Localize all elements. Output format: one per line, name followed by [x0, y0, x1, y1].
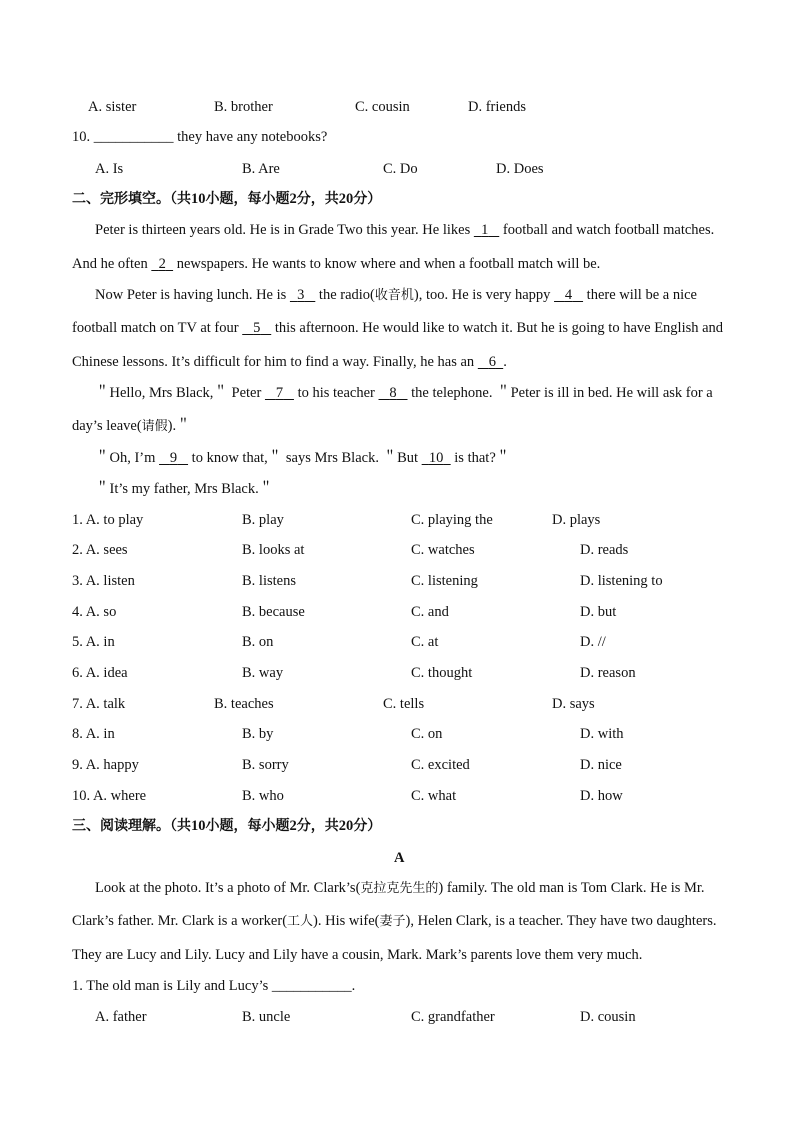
- q10-number: 10.: [72, 129, 91, 145]
- section2-end: 分）: [353, 191, 382, 207]
- cloze-blank-3: 3: [297, 287, 305, 303]
- cloze-q3-option-d: D. listening to: [580, 573, 663, 589]
- q10-question: [72, 128, 327, 146]
- section3-points: 2: [289, 818, 297, 834]
- cloze-blank-6: 6: [488, 354, 496, 370]
- section2-count: 10: [191, 191, 206, 207]
- cloze-line-1: [95, 221, 714, 239]
- cloze-blank-2: 2: [158, 256, 166, 272]
- passage-text: ), Helen Clark, is a teacher. They have two daughters.: [405, 913, 717, 929]
- q10-blank: ___________: [93, 129, 174, 145]
- cloze-text: day’s leave(: [72, 418, 142, 434]
- cloze-q8-option-b: B. by: [242, 726, 274, 742]
- cloze-text: to his teacher: [297, 385, 375, 401]
- cloze-q3-option-c: C. listening: [411, 573, 478, 589]
- section2-title: 二、完形填空。（共: [72, 191, 191, 207]
- passage-label: A: [394, 850, 405, 866]
- cloze-text: newspapers. He wants to know where and when a football match will be.: [176, 256, 601, 272]
- section3-count: 10: [191, 818, 206, 834]
- reading-q1-option-d: D. cousin: [580, 1009, 636, 1025]
- passage-line-1: [95, 879, 705, 898]
- cloze-q5-option-b: B. on: [242, 634, 274, 650]
- section3-heading: [72, 817, 381, 835]
- cloze-q10-option-a: 10. A. where: [72, 788, 147, 804]
- section3-total-label: 分，共: [296, 818, 339, 834]
- cloze-q7-option-b: B. teaches: [214, 696, 274, 712]
- section2-heading: [72, 190, 381, 208]
- cloze-blank-4: 4: [564, 287, 573, 303]
- cloze-q1-option-a: 1. A. to play: [72, 512, 144, 528]
- passage-line-2: [72, 912, 717, 931]
- cloze-text: football match on TV at four: [72, 320, 239, 336]
- section3-end: 分）: [353, 818, 382, 834]
- section2-per-label: 小题，每小题: [205, 191, 290, 207]
- q10-option-b: B. Are: [242, 161, 280, 177]
- cloze-q5-option-c: C. at: [411, 634, 439, 650]
- cloze-blank-9: 9: [169, 450, 178, 466]
- cloze-q1-option-b: B. play: [242, 512, 284, 528]
- cloze-blank-7: 7: [275, 385, 284, 401]
- q9-option-c: C. cousin: [355, 99, 410, 115]
- cloze-q4-option-b: B. because: [242, 604, 305, 620]
- passage-gloss: 克拉克先生的: [360, 881, 439, 896]
- cloze-line-6: [95, 384, 713, 402]
- cloze-q2-option-d: D. reads: [580, 542, 629, 558]
- cloze-gloss: 收音机: [374, 288, 414, 303]
- passage-text: Clark’s father. Mr. Clark is a worker(: [72, 913, 288, 929]
- cloze-q9-option-a: 9. A. happy: [72, 757, 139, 773]
- cloze-gloss: 请假: [141, 419, 168, 434]
- cloze-blank-1: 1: [481, 222, 489, 238]
- cloze-text: ＂Oh, I’m: [95, 450, 156, 466]
- cloze-text: to know that,＂ says Mrs Black. ＂But: [191, 450, 419, 466]
- q9-option-a: A. sister: [88, 99, 137, 115]
- passage-text: ). His wife(: [313, 913, 380, 929]
- reading-q1-text: 1. The old man is Lily and Lucy’s ___________.: [72, 978, 356, 994]
- cloze-q9-option-b: B. sorry: [242, 757, 289, 773]
- cloze-q1-option-c: C. playing the: [411, 512, 493, 528]
- cloze-line-3: [95, 286, 697, 305]
- cloze-q3-option-a: 3. A. listen: [72, 573, 135, 589]
- passage-line-3: They are Lucy and Lily. Lucy and Lily have a cousin, Mark. Mark’s parents love them very much.: [72, 947, 643, 963]
- cloze-text: Chinese lessons. It’s difficult for him to find a way. Finally, he has an: [72, 354, 475, 370]
- cloze-q10-option-d: D. how: [580, 788, 623, 804]
- cloze-q6-option-c: C. thought: [411, 665, 473, 681]
- cloze-q9-option-d: D. nice: [580, 757, 622, 773]
- section3-title: 三、阅读理解。（共: [72, 818, 191, 834]
- cloze-text: this afternoon. He would like to watch it. But he is going to have English and: [274, 320, 724, 336]
- cloze-q10-option-c: C. what: [411, 788, 457, 804]
- passage-gloss: 工人: [287, 914, 314, 929]
- cloze-text: there will be a nice: [586, 287, 697, 303]
- cloze-q5-option-d: D. //: [580, 634, 606, 650]
- cloze-text: football and watch football matches.: [502, 222, 715, 238]
- cloze-q6-option-b: B. way: [242, 665, 284, 681]
- passage-gloss: 妻子: [379, 914, 406, 929]
- cloze-q6-option-d: D. reason: [580, 665, 636, 681]
- cloze-text: Peter is thirteen years old. He is in Grade Two this year. He likes: [95, 222, 471, 238]
- section2-total-label: 分，共: [296, 191, 339, 207]
- cloze-q9-option-c: C. excited: [411, 757, 470, 773]
- cloze-q1-option-d: D. plays: [552, 512, 601, 528]
- cloze-q8-option-a: 8. A. in: [72, 726, 115, 742]
- section2-points: 2: [289, 191, 297, 207]
- cloze-blank-5: 5: [253, 320, 261, 336]
- cloze-text: And he often: [72, 256, 148, 272]
- section3-per-label: 小题，每小题: [205, 818, 290, 834]
- q10-option-d: D. Does: [496, 161, 544, 177]
- section3-total: 20: [338, 818, 354, 834]
- reading-q1-option-a: A. father: [95, 1009, 147, 1025]
- cloze-text: the telephone. ＂Peter is ill in bed. He will ask for a: [411, 385, 713, 401]
- cloze-q4-option-c: C. and: [411, 604, 449, 620]
- q9-option-d: D. friends: [468, 99, 526, 115]
- cloze-text: the radio(: [318, 287, 375, 303]
- cloze-q7-option-a: 7. A. talk: [72, 696, 126, 712]
- cloze-q5-option-a: 5. A. in: [72, 634, 115, 650]
- cloze-q7-option-c: C. tells: [383, 696, 425, 712]
- cloze-blank-8: 8: [389, 385, 397, 401]
- cloze-text: .: [503, 354, 507, 370]
- q10-text: they have any notebooks?: [177, 129, 328, 145]
- reading-q1-option-b: B. uncle: [242, 1009, 291, 1025]
- section2-total: 20: [338, 191, 354, 207]
- cloze-line-5: [72, 353, 507, 371]
- cloze-q7-option-d: D. says: [552, 696, 595, 712]
- cloze-line-7: [72, 417, 191, 436]
- q10-option-c: C. Do: [383, 161, 418, 177]
- cloze-q4-option-a: 4. A. so: [72, 604, 117, 620]
- cloze-q2-option-a: 2. A. sees: [72, 542, 128, 558]
- cloze-q10-option-b: B. who: [242, 788, 284, 804]
- cloze-text: ), too. He is very happy: [413, 287, 551, 303]
- cloze-blank-10: 10: [428, 450, 444, 466]
- cloze-line-9: ＂It’s my father, Mrs Black.＂: [95, 481, 274, 497]
- passage-text: ) family. The old man is Tom Clark. He is Mr.: [438, 880, 705, 896]
- cloze-q8-option-d: D. with: [580, 726, 624, 742]
- cloze-text: Now Peter is having lunch. He is: [95, 287, 287, 303]
- cloze-line-4: [72, 319, 723, 337]
- cloze-q2-option-b: B. looks at: [242, 542, 305, 558]
- cloze-q6-option-a: 6. A. idea: [72, 665, 128, 681]
- q9-option-b: B. brother: [214, 99, 273, 115]
- cloze-q3-option-b: B. listens: [242, 573, 296, 589]
- cloze-text: ＂Hello, Mrs Black,＂ Peter: [95, 385, 262, 401]
- cloze-line-8: [95, 449, 510, 467]
- passage-text: Look at the photo. It’s a photo of Mr. Clark’s(: [95, 880, 361, 896]
- q10-option-a: A. Is: [95, 161, 124, 177]
- cloze-q2-option-c: C. watches: [411, 542, 475, 558]
- cloze-line-2: [72, 255, 600, 273]
- cloze-q8-option-c: C. on: [411, 726, 443, 742]
- cloze-q4-option-d: D. but: [580, 604, 617, 620]
- reading-q1-option-c: C. grandfather: [411, 1009, 495, 1025]
- cloze-text: ).＂: [167, 418, 191, 434]
- cloze-text: is that?＂: [454, 450, 511, 466]
